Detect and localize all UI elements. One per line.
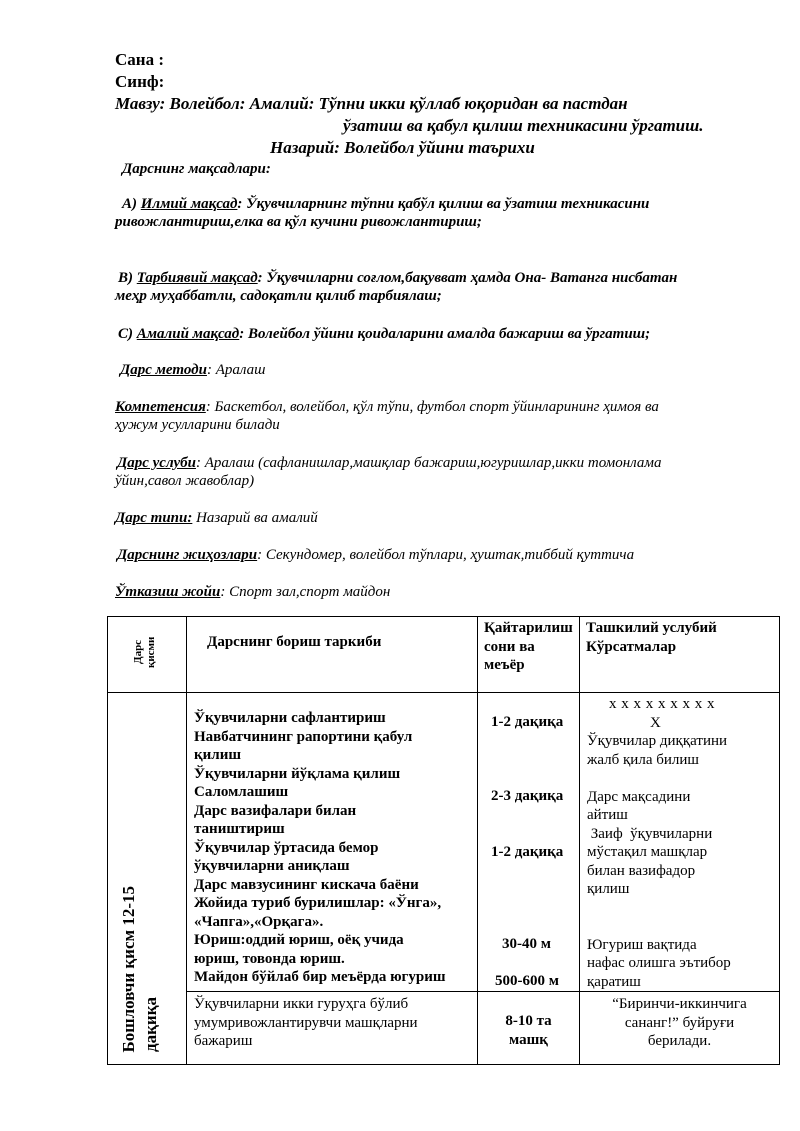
count-value: 500-600 м: [495, 973, 559, 989]
list-item: ўқувчиларни аниқлаш: [194, 858, 350, 874]
header-method-line: Кўрсатмалар: [586, 638, 677, 655]
row1-method-cell: [580, 693, 780, 992]
table-row: [108, 992, 780, 1065]
row2-content-cell: [187, 992, 478, 1065]
header-count-line: сони ва: [484, 638, 535, 655]
list-item: Дарс мавзусининг кискача баёни: [194, 876, 419, 893]
row1-content-cell: [187, 693, 478, 992]
list-item: қилиш: [194, 747, 242, 763]
style-line-2: ўйин,савол жавоблар): [115, 473, 255, 489]
goal-b-prefix: В): [118, 270, 137, 286]
style-label: Дарс услуби: [117, 455, 196, 471]
goal-c-line: [118, 326, 650, 343]
list-item: бажариш: [194, 1033, 253, 1049]
method-note: сананг!” буйруғи: [624, 1014, 735, 1031]
class-label: Синф:: [115, 72, 165, 91]
method-note: Ўқувчилар диққатини: [587, 733, 728, 749]
list-item: Юриш:оддий юриш, оёқ учида: [194, 932, 404, 948]
list-item: юриш, товонда юриш.: [194, 950, 345, 967]
formation-leader: Х: [650, 714, 661, 731]
header-method-cell: [580, 617, 780, 693]
equipment-label: Дарснинг жиҳозлари: [117, 547, 258, 563]
formation-row: х х х х х х х х х: [609, 696, 715, 712]
list-item: Саломлашиш: [194, 784, 289, 800]
style-line-1: [117, 455, 661, 472]
topic-line-1: Мавзу: Волейбол: Амалий: Тўпни икки қўллаб юқоридан ва пастдан: [115, 94, 628, 113]
section-label-2: дақиқа: [141, 997, 160, 1052]
count-value: 2-3 дақиқа: [491, 788, 564, 804]
date-label: Сана :: [115, 50, 164, 69]
goal-a-text-1: : Ўқувчиларнинг тўпни қабўл қилиш ва ўзатиш техникасини: [237, 196, 650, 212]
header-method-line: Ташкилий услубий: [586, 620, 717, 636]
place-value: : Спорт зал,спорт майдон: [220, 584, 391, 600]
count-value: 30-40 м: [502, 936, 551, 952]
method-line: [120, 362, 265, 379]
equipment-value: : Секундомер, волейбол тўплари, ҳуштак,тиббий қуттича: [257, 547, 635, 563]
goal-b-text-1: : Ўқувчиларни соғлом,бақувват ҳамда Она- Ватанга нисбатан: [257, 270, 678, 286]
method-note: Дарс мақсадини: [587, 788, 691, 805]
method-note: [587, 769, 779, 788]
count-value: 8-10 та: [505, 1013, 552, 1029]
list-item: Жойида туриб бурилишлар: «Ўнга»,: [194, 895, 442, 911]
header-count-line: меъёр: [484, 657, 525, 673]
topic-line-2: ўзатиш ва қабул қилиш техникасини ўргатиш.: [343, 116, 704, 135]
count-value: машқ: [509, 1031, 548, 1048]
list-item: Ўқувчилар ўртасида бемор: [194, 839, 379, 856]
goal-c-label: Амалий мақсад: [136, 326, 240, 342]
table-row: [108, 693, 780, 992]
row1-count-cell: [478, 693, 580, 992]
type-label: Дарс типи:: [115, 510, 193, 526]
equipment-line: [117, 547, 634, 564]
goal-c-text: : Волейбол ўйини қоидаларини амалда бажариш ва ўргатиш;: [239, 326, 651, 342]
list-item: Навбатчининг рапортини қабул: [194, 728, 413, 745]
header-content: Дарснинг бориш таркиби: [207, 634, 382, 650]
style-text-1: : Аралаш (сафланишлар,машқлар бажариш,югуришлар,икки томонлама: [195, 455, 662, 471]
competence-line-1: [115, 399, 659, 416]
goal-a-label: Илмий мақсад: [140, 196, 238, 212]
row2-count-cell: [478, 992, 580, 1065]
method-note: берилади.: [647, 1033, 712, 1049]
header-content-cell: [187, 617, 478, 693]
list-item: Ўқувчиларни сафлантириш: [194, 710, 386, 726]
method-value: : Аралаш: [206, 362, 266, 378]
goal-b-label: Тарбиявий мақсад: [136, 270, 258, 286]
goal-a-line-2: ривожлантириш,елка ва қўл кучини ривожлантириш;: [115, 214, 482, 230]
method-note: қаратиш: [587, 973, 641, 990]
section-label-cell: [108, 693, 187, 1065]
method-note: қилиш: [587, 881, 630, 897]
method-label: Дарс методи: [120, 362, 207, 378]
type-value: Назарий ва амалий: [192, 510, 318, 526]
list-item: умумривожлантирувчи машқларни: [194, 1014, 418, 1031]
method-note: мўстақил машқлар: [587, 844, 708, 860]
competence-text-1: : Баскетбол, волейбол, қўл тўпи, футбол спорт ўйинларининг ҳимоя ва: [205, 399, 659, 415]
method-note: [587, 899, 779, 918]
theory-line: Назарий: Волейбол ўйини таърихи: [270, 138, 535, 157]
row2-method-cell: [580, 992, 780, 1065]
competence-line-2: ҳужум усулларини билади: [115, 417, 280, 433]
list-item: Майдон бўйлаб бир меъёрда югуриш: [194, 969, 446, 985]
method-note: билан вазифадор: [587, 862, 696, 879]
method-note: нафас олишга эътибор: [587, 955, 731, 971]
list-item: таништириш: [194, 821, 285, 837]
method-note: Заиф ўқувчиларни: [587, 825, 713, 842]
goal-c-prefix: С): [118, 326, 137, 342]
place-label: Ўтказиш жойи: [115, 584, 221, 600]
list-item: Ўқувчиларни икки гуруҳга бўлиб: [194, 996, 409, 1012]
section-label-1: Бошловчи қисм 12-15: [119, 885, 138, 1052]
method-note: Югуриш вақтида: [587, 936, 697, 953]
count-value: 1-2 дақиқа: [491, 714, 564, 730]
table-header-row: [108, 617, 780, 693]
header-part-cell: [108, 617, 187, 693]
goal-a-line-1: [122, 196, 649, 213]
lesson-table: [107, 616, 780, 1065]
competence-label: Компетенсия: [115, 399, 206, 415]
list-item: Дарс вазифалари билан: [194, 802, 357, 819]
type-line: [115, 510, 318, 527]
method-note: айтиш: [587, 807, 628, 823]
method-note: [587, 917, 779, 936]
header-count-line: Қайтарилиш: [484, 620, 573, 636]
goal-b-line-2: меҳр муҳаббатли, садоқатли қилиб тарбиялаш;: [115, 288, 442, 304]
goal-a-prefix: А): [122, 196, 141, 212]
goal-b-line-1: [118, 270, 677, 287]
method-note: “Биринчи-иккинчига: [612, 996, 747, 1012]
header-count-cell: [478, 617, 580, 693]
header-part: Дарс қисми: [132, 636, 157, 668]
count-value: 1-2 дақиқа: [491, 844, 564, 860]
goals-heading: Дарснинг мақсадлари:: [122, 161, 271, 177]
list-item: Ўқувчиларни йўқлама қилиш: [194, 765, 401, 782]
method-note: жалб қила билиш: [587, 751, 699, 768]
place-line: [115, 584, 390, 601]
list-item: «Чапга»,«Орқага».: [194, 913, 324, 930]
